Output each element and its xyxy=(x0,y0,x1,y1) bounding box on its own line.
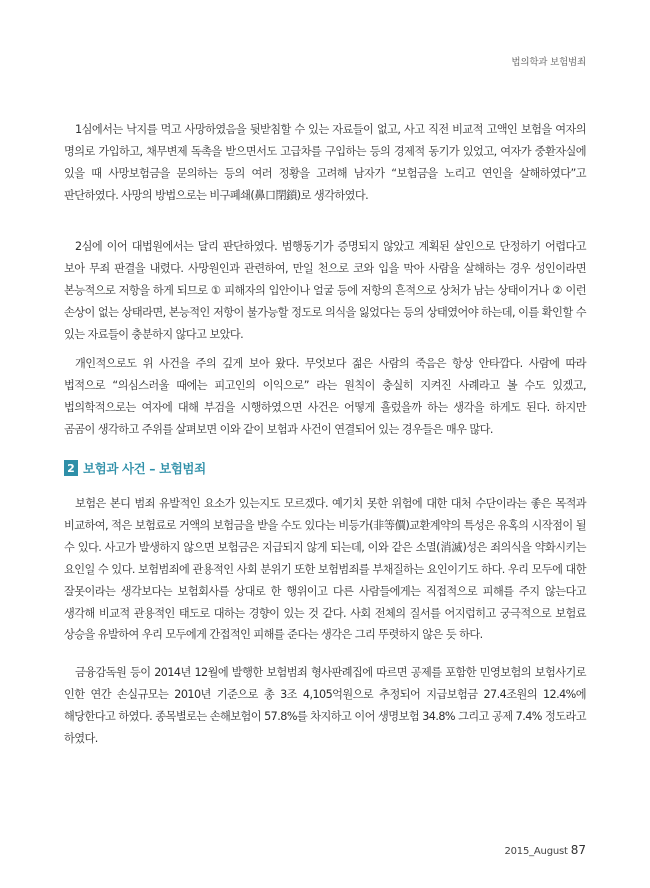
page-number: 87 xyxy=(570,843,586,857)
section-number-badge: 2 xyxy=(64,460,78,476)
section-title: 보험과 사건 – 보험범죄 xyxy=(83,461,206,476)
paragraph: 개인적으로도 위 사건을 주의 깊게 보아 왔다. 무엇보다 젊은 사람의 죽음은 항상 안타깝다. 사람에 따라 법적으로 “의심스러울 때에는 피고인의 이익으로” 라는 원칙이 충실히 지켜진 사례라고 볼 수도 있겠고, 법의학적으로는 여자에 대해 부검을 시행하였으면 사건은 어떻게 흘렀을까 하는 생각을 하게도 된다. 하지만 곰곰이 생각하고 주위를 살펴보면 이와 같이 보험과 사건이 연결되어 있는 경우들은 매우 많다. xyxy=(64,357,586,436)
paragraph: 금융감독원 등이 2014년 12월에 발행한 보험범죄 형사판례집에 따르면 공제를 포함한 민영보험의 보험사기로 인한 연간 손실규모는 2010년 기준으로 총 3조 4,105억원으로 추정되어 지급보험금 27.4조원의 12.4%에 해당한다고 하였다. 종목별로는 손해보험이 57.8%를 차지하고 이어 생명보험 34.8% 그리고 공제 7.4% 정도라고 하였다. xyxy=(64,666,586,745)
paragraph: 보험은 본디 범죄 유발적인 요소가 있는지도 모르겠다. 예기치 못한 위험에 대한 대처 수단이라는 좋은 목적과 비교하여, 적은 보험료로 거액의 보험금을 받을 수도 있다는 비등가(非等價)교환계약의 특성은 유혹의 시작점이 될 수 있다. 사고가 발생하지 않으면 보험금은 지급되지 않게 되는데, 이와 같은 소멸(消滅)성은 죄의식을 약화시키는 요인일 수 있다. 보험범죄에 관용적인 사회 분위기 또한 보험범죄를 부채질하는 요인이기도 하다. 우리 모두에 대한 잘못이라는 생각보다는 보험회사를 상대로 한 행위이고 다른 사람들에게는 직접적으로 피해를 주지 않는다고 생각해 비교적 관용적인 태도로 대하는 경향이 있는 것 같다. 사회 전체의 질서를 어지럽히고 궁극적으로 보험료 상승을 유발하여 우리 모두에게 간접적인 피해를 준다는 생각은 그리 뚜렷하지 않은 듯 하다. xyxy=(64,497,586,642)
issue-label: 2015_August xyxy=(504,846,568,857)
section-heading xyxy=(64,458,586,478)
paragraph: 2심에 이어 대법원에서는 달리 판단하였다. 범행동기가 증명되지 않았고 계획된 살인으로 단정하기 어렵다고 보아 무죄 판결을 내렸다. 사망원인과 관련하여, 만일 천으로 코와 입을 막아 사람을 살해하는 경우 성인이라면 본능적으로 저항을 하게 되므로 ① 피해자의 입안이나 얼굴 등에 저항의 흔적으로 상처가 남는 상태이거나 ② 이런 손상이 없는 상태라면, 본능적인 저항이 불가능할 정도로 의식을 잃었다는 등의 상태였어야 하는데, 이를 확인할 수 있는 자료들이 충분하지 않다고 보았다. xyxy=(64,240,586,341)
paragraph: 1심에서는 낙지를 먹고 사망하였음을 뒷받침할 수 있는 자료들이 없고, 사고 직전 비교적 고액인 보험을 여자의 명의로 가입하고, 채무변제 독촉을 받으면서도 고급차를 구입하는 등의 경제적 동기가 있었고, 여자가 중환자실에 있을 때 사망보험금을 문의하는 등의 여러 정황을 고려해 남자가 “보험금을 노리고 연인을 살해하였다”고 판단하였다. 사망의 방법으로는 비구폐쇄(鼻口閉鎖)로 생각하였다. xyxy=(64,123,586,202)
running-header: 법의학과 보험범죄 xyxy=(511,57,586,68)
page-footer xyxy=(504,843,586,857)
